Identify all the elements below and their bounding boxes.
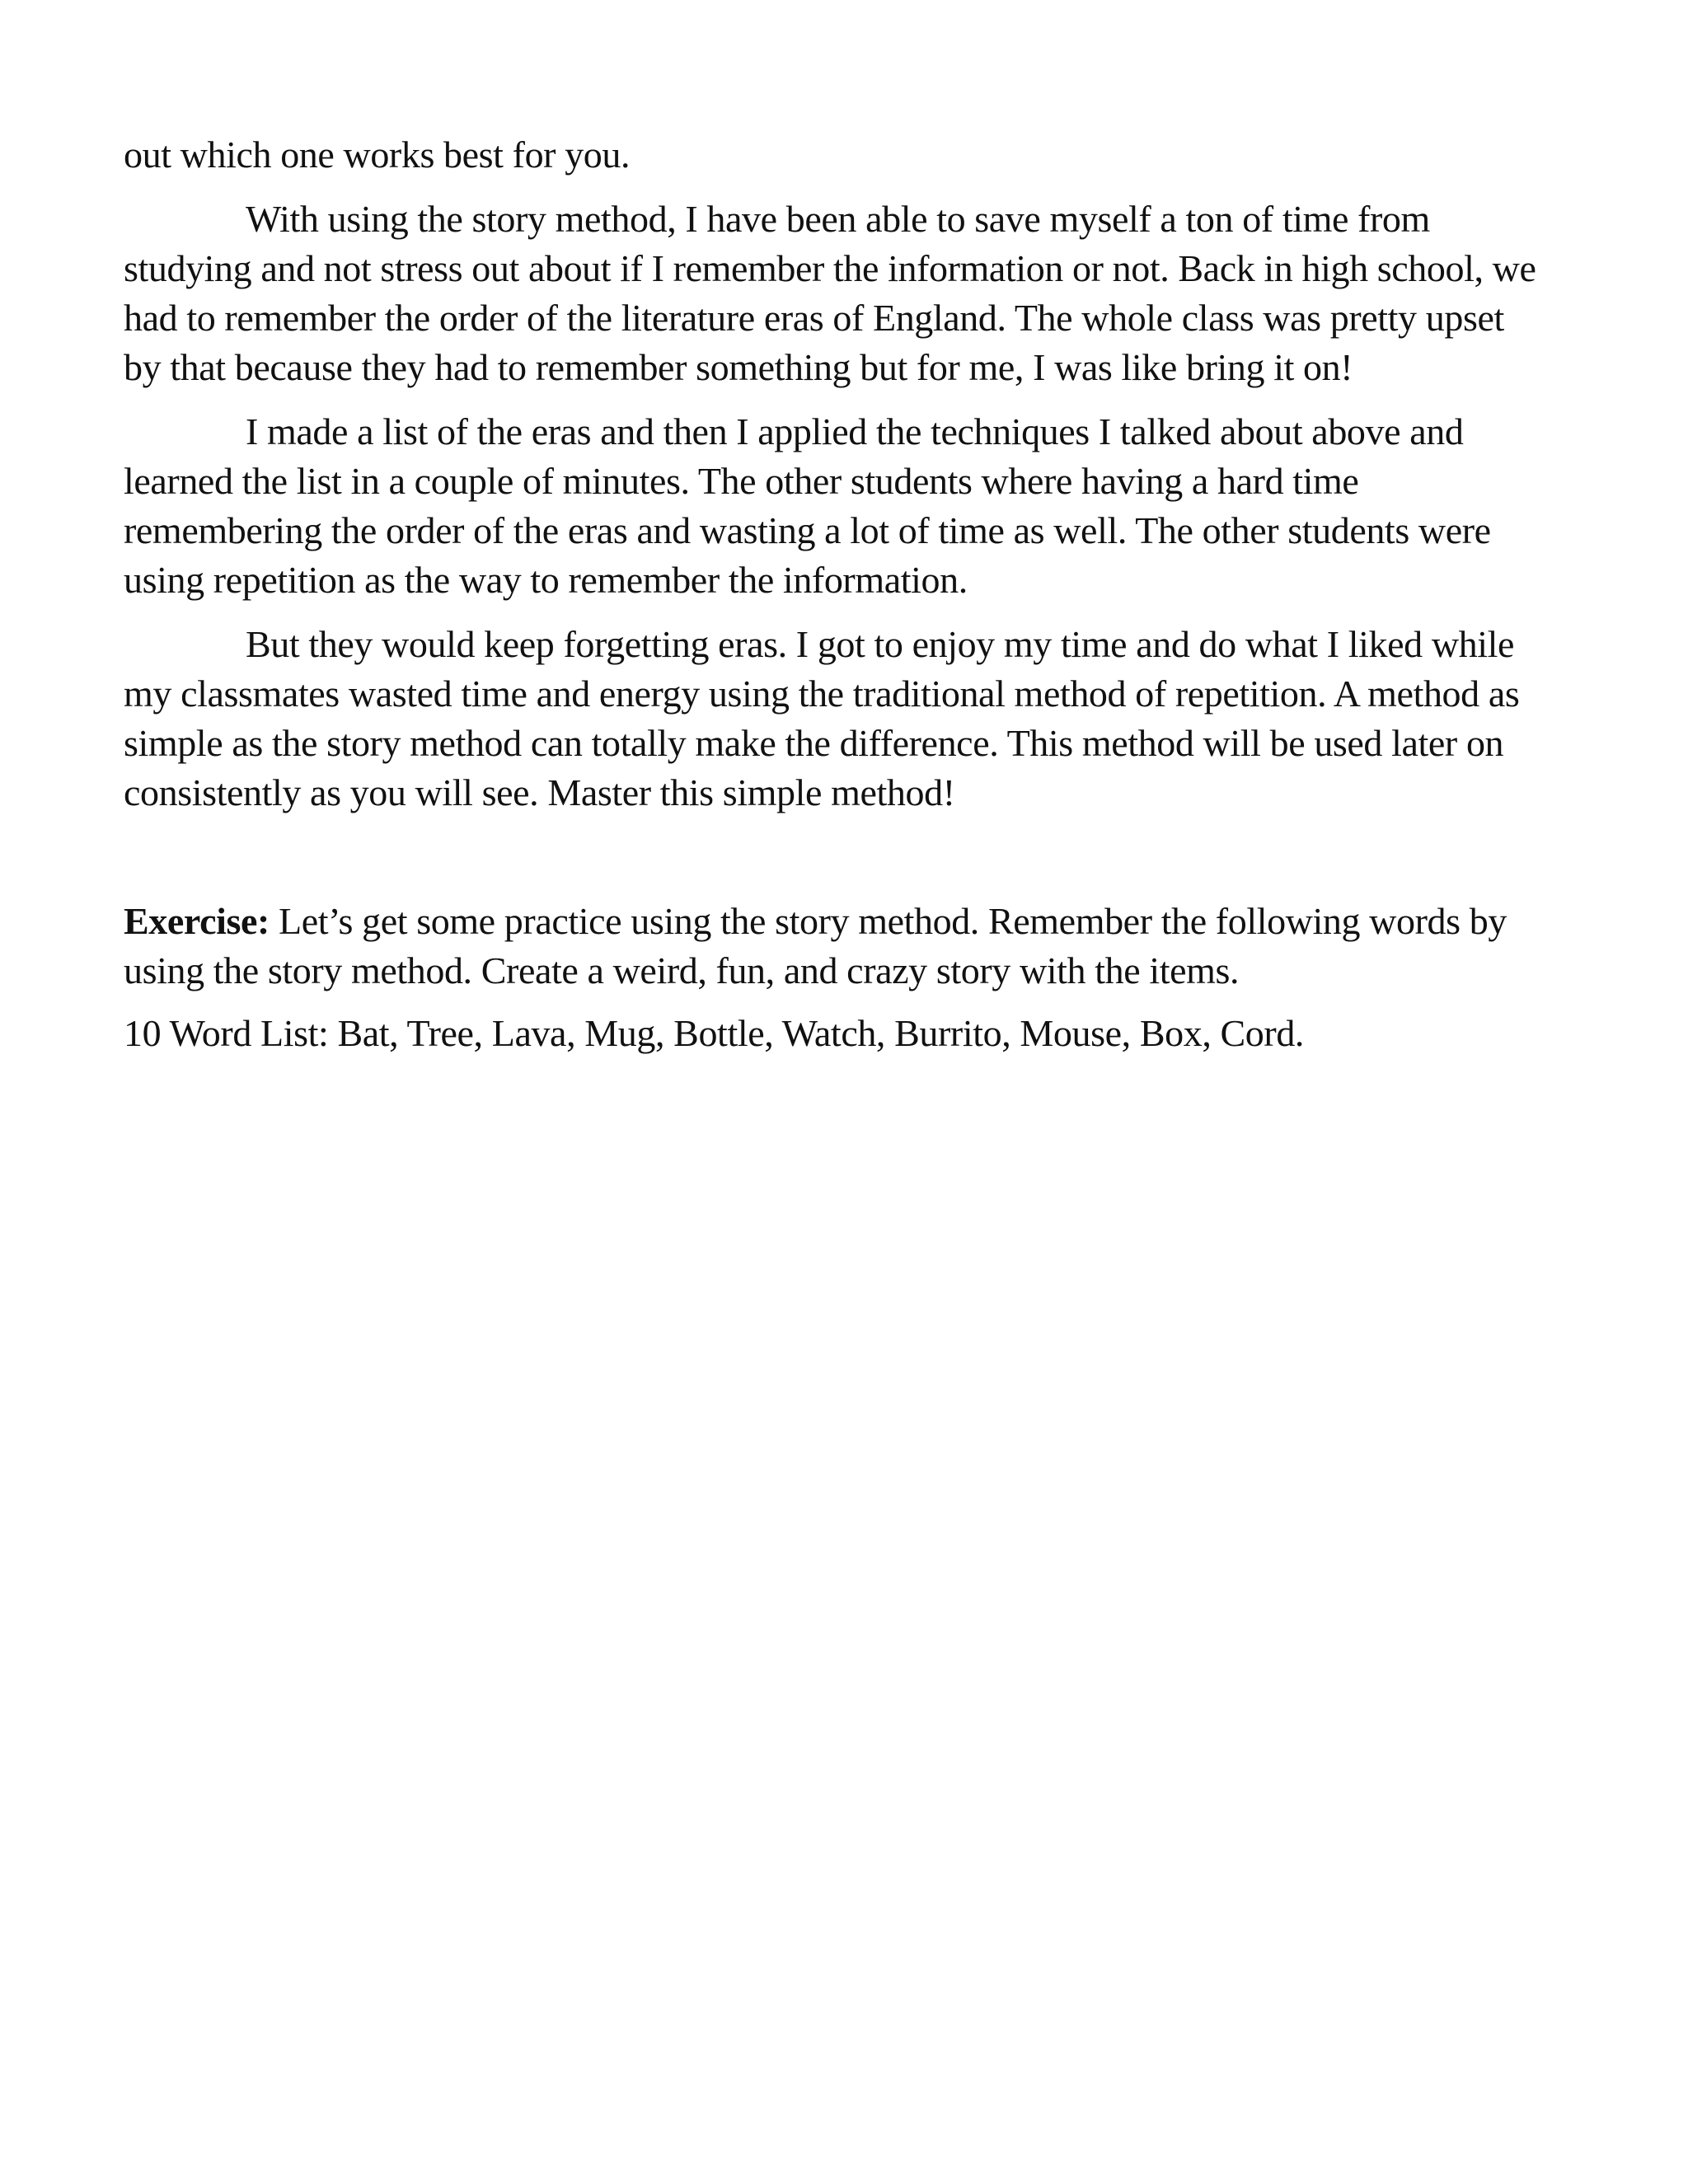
paragraph-forgetting-eras: But they would keep forgetting eras. I got to enjoy my time and do what I liked while my classmates wasted time and energy using the traditional method of repetition. A method as simple as the story method can totally make the difference. This method will be used later on consistently as you will see. Master this simple method! (124, 623, 1520, 813)
word-list: 10 Word List: Bat, Tree, Lava, Mug, Bottle, Watch, Burrito, Mouse, Box, Cord. (124, 1012, 1305, 1054)
exercise-label: Exercise: (124, 900, 270, 942)
paragraph-continuation: out which one works best for you. (124, 134, 631, 176)
exercise-instructions: Let’s get some practice using the story method. Remember the following words by using the story method. Create a weird, fun, and crazy story with the items. (124, 900, 1507, 991)
paragraph-story-method-benefits: With using the story method, I have been able to save myself a ton of time from studying and not stress out about if I remember the information or not. Back in high school, we had to remember the order of the literature eras of England. The whole class was pretty upset by that because they had to remember something but for me, I was like bring it on! (124, 198, 1536, 388)
paragraph-list-of-eras: I made a list of the eras and then I applied the techniques I talked about above and learned the list in a couple of minutes. The other students where having a hard time remembering the order of the eras and wasting a lot of time as well. The other students were using repetition as the way to remember the information. (124, 410, 1491, 601)
exercise-paragraph (124, 897, 1550, 996)
page-content (124, 130, 1550, 1058)
